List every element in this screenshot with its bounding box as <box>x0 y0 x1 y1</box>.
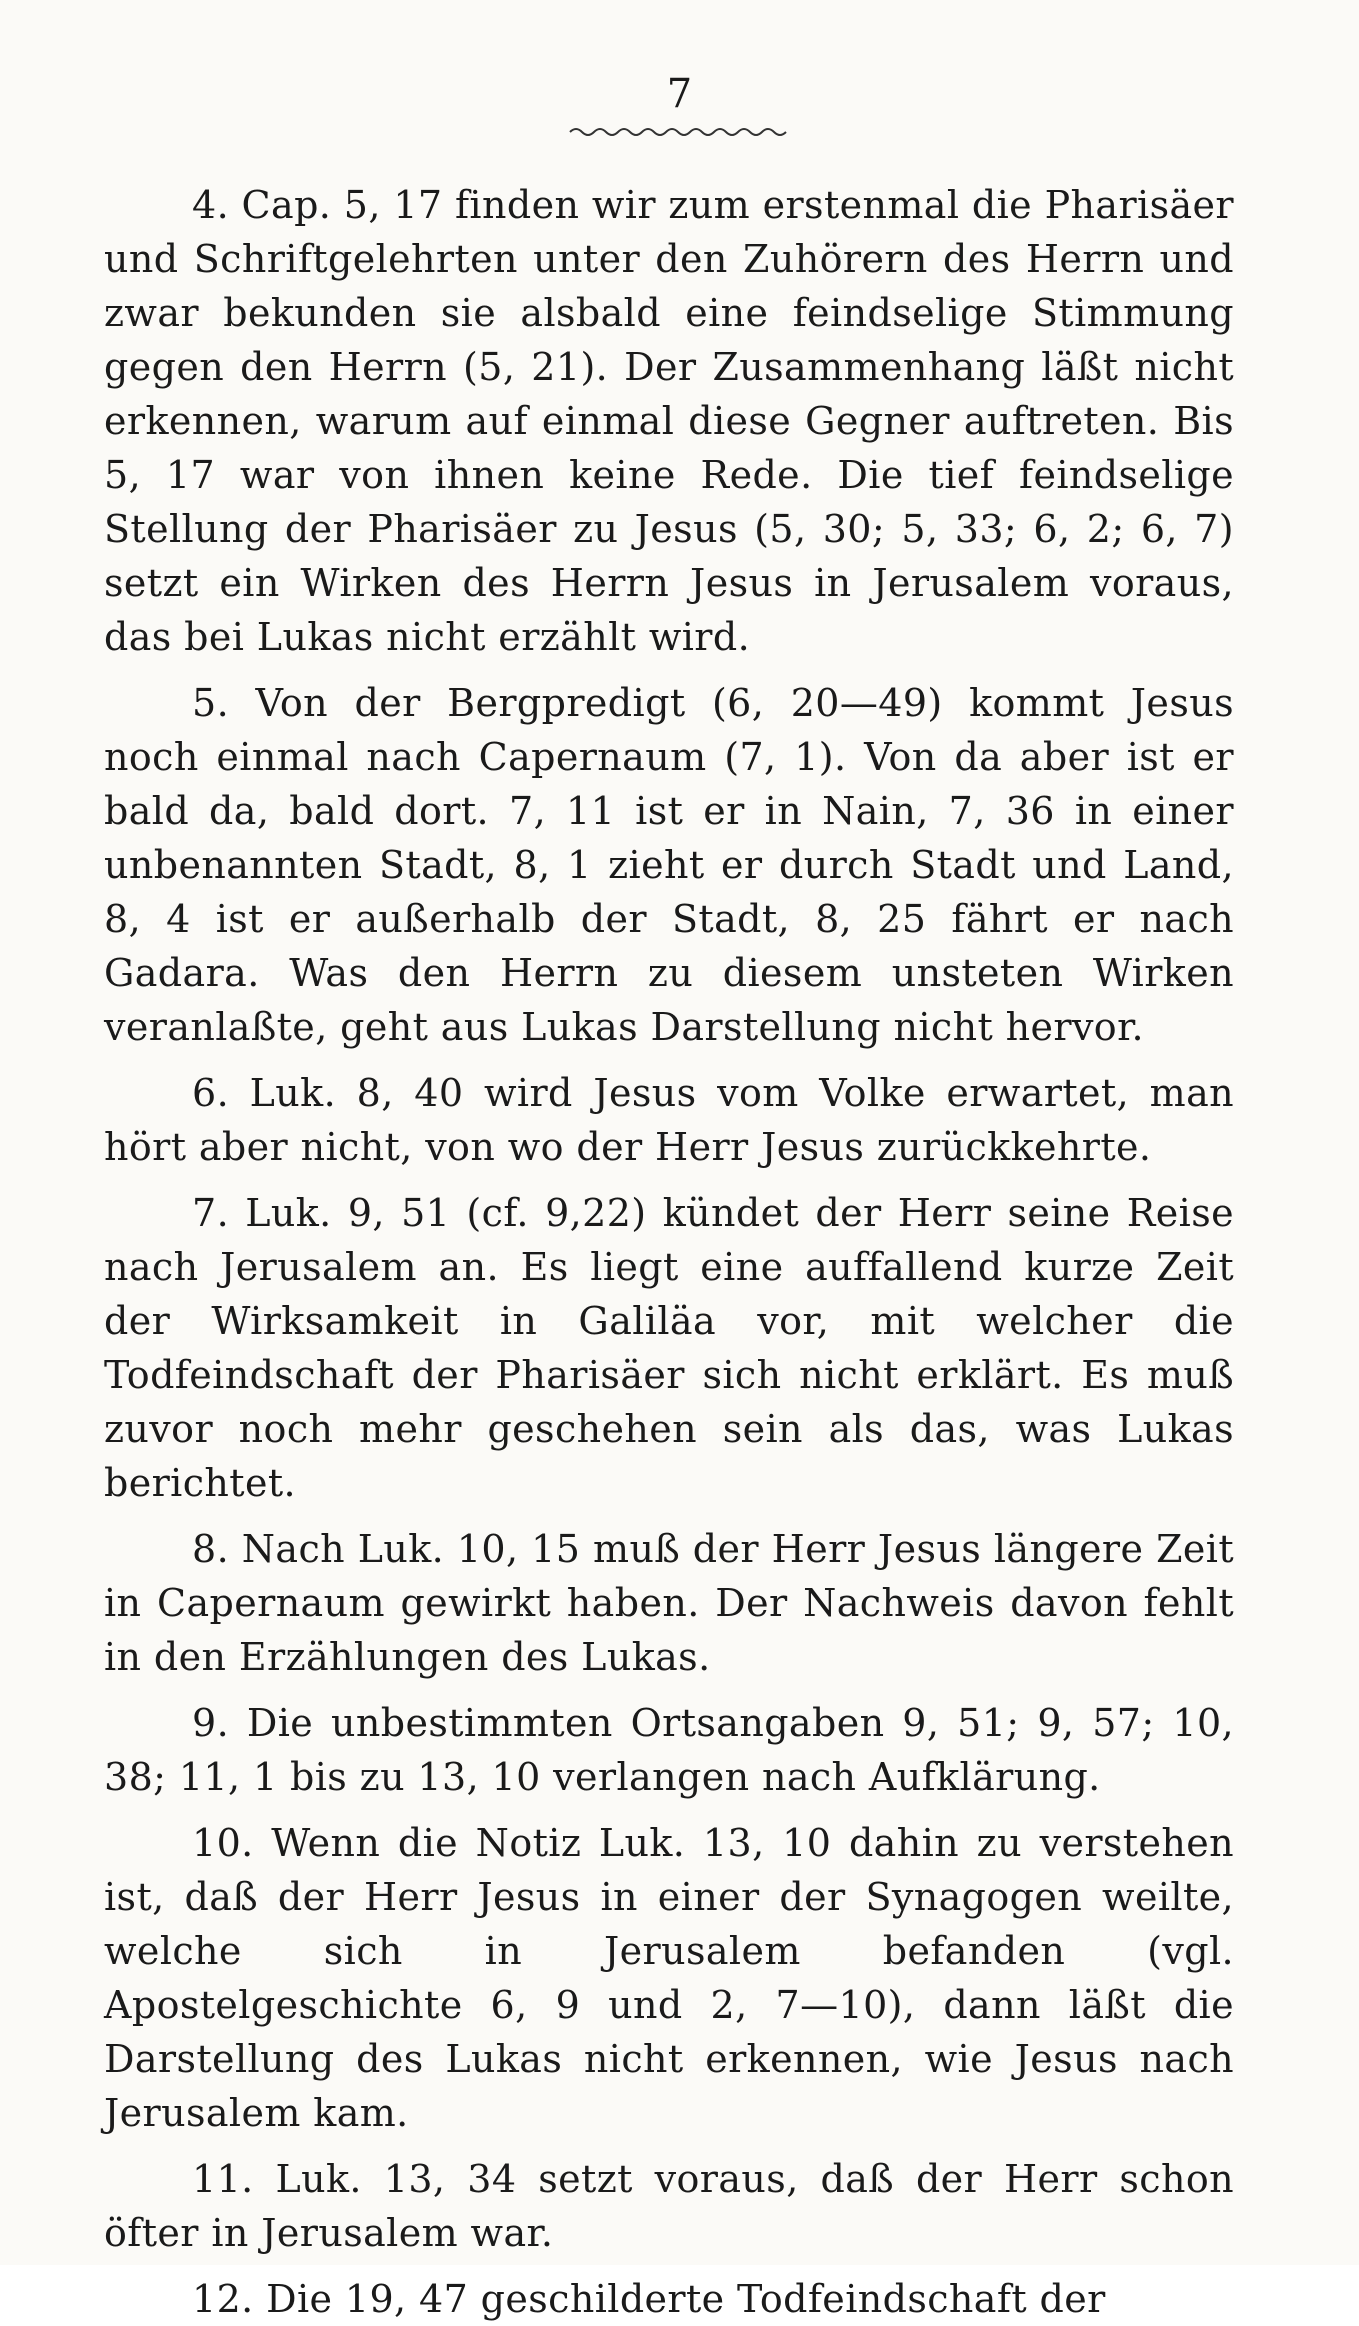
paragraph-10: 10. Wenn die Notiz Luk. 13, 10 dahin zu verstehen ist, daß der Herr Jesus in einer der Synagogen weilte, welche sich in Jerusalem befanden (vgl. Apostelgeschichte 6, 9 und 2, 7—10), dann läßt die Darstellung des Lukas nicht erkennen, wie Jesus nach Jerusalem kam. <box>104 1821 1234 2135</box>
paragraph-7: 7. Luk. 9, 51 (cf. 9,22) kündet der Herr seine Reise nach Jerusalem an. Es liegt eine auffallend kurze Zeit der Wirksamkeit in Galiläa vor, mit welcher die Todfeindschaft der Pharisäer sich nicht erklärt. Es muß zuvor noch mehr geschehen sein als das, was Lukas berichtet. <box>104 1191 1234 1505</box>
paragraph-12: 12. Die 19, 47 geschilderte Todfeindschaft der <box>192 2277 1106 2321</box>
paragraph-6: 6. Luk. 8, 40 wird Jesus vom Volke erwartet, man hört aber nicht, von wo der Herr Jesus zurückkehrte. <box>104 1071 1234 1169</box>
ornament-rule <box>560 120 800 144</box>
paragraph-9: 9. Die unbestimmten Ortsangaben 9, 51; 9, 57; 10, 38; 11, 1 bis zu 13, 10 verlangen nach Aufklärung. <box>104 1701 1234 1799</box>
paragraph-5: 5. Von der Bergpredigt (6, 20—49) kommt Jesus noch einmal nach Capernaum (7, 1). Von da aber ist er bald da, bald dort. 7, 11 ist er in Nain, 7, 36 in einer unbenannten Stadt, 8, 1 zieht er durch Stadt und Land, 8, 4 ist er außerhalb der Stadt, 8, 25 fährt er nach Gadara. Was den Herrn zu diesem unsteten Wirken veranlaßte, geht aus Lukas Darstellung nicht hervor. <box>104 681 1234 1049</box>
paragraph-8: 8. Nach Luk. 10, 15 muß der Herr Jesus längere Zeit in Capernaum gewirkt haben. Der Nachweis davon fehlt in den Erzählungen des Lukas. <box>104 1527 1234 1679</box>
paragraph-11: 11. Luk. 13, 34 setzt voraus, daß der Herr schon öfter in Jerusalem war. <box>104 2157 1234 2255</box>
paragraph-4: 4. Cap. 5, 17 finden wir zum erstenmal die Pharisäer und Schriftgelehrten unter den Zuhörern des Herrn und zwar bekunden sie alsbald eine feindselige Stimmung gegen den Herrn (5, 21). Der Zusammenhang läßt nicht erkennen, warum auf einmal diese Gegner auftreten. Bis 5, 17 war von ihnen keine Rede. Die tief feindselige Stellung der Pharisäer zu Jesus (5, 30; 5, 33; 6, 2; 6, 7) setzt ein Wirken des Herrn Jesus in Jerusalem voraus, das bei Lukas nicht erzählt wird. <box>104 183 1234 659</box>
body-text <box>104 178 1234 2326</box>
page-number: 7 <box>666 71 693 117</box>
